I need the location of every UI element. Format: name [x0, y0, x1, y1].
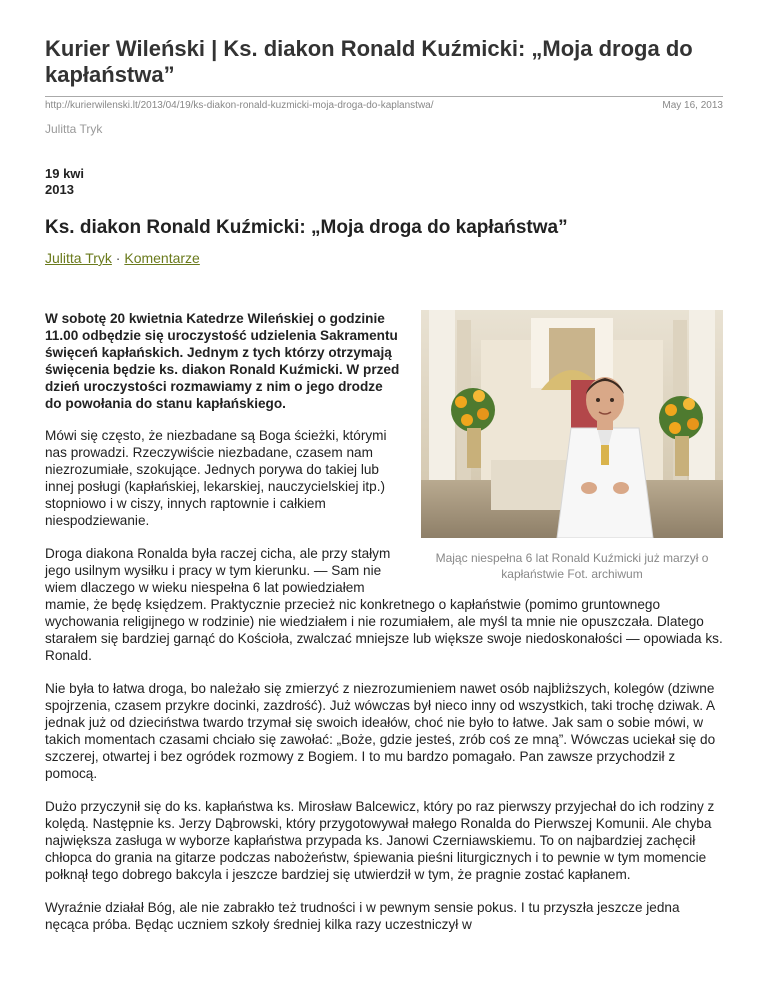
- lead-paragraph: W sobotę 20 kwietnia Katedrze Wileńskiej o godzinie 11.00 odbędzie się uroczystość udzielenia Sakramentu święceń kapłańskich. Jednym z tych którzy otrzymają święcenia będzie ks. diakon Ronald Kuźmicki. W przed dzień uroczystości rozmawiamy z nim o jego drodze do powołania do stanu kapłańskiego.: [45, 311, 400, 411]
- author-link[interactable]: Julitta Tryk: [45, 250, 112, 266]
- photo-caption: Mając niespełna 6 lat Ronald Kuźmicki już marzył o kapłaństwie Fot. archiwum: [435, 551, 709, 581]
- post-date: [45, 166, 84, 198]
- byline-separator: ·: [111, 250, 125, 266]
- saved-date: May 16, 2013: [662, 100, 723, 111]
- paragraph-3: Nie była to łatwa droga, bo należało się zmierzyć z niezrozumieniem nawet osób najbliższych, kolegów (dziwne spojrzenia, czasem przykre docinki, zazdrość). Już wówczas był nieco inny od wszystkich, taki trochę dziwak. A jednak już od dzieciństwa twardo trzymał się swoich ideałów, choć nie było to łatwe. Jak sam o sobie mówi, w takich momentach czasami chciało się zawołać: „Boże, gdzie jesteś, zrób coś ze mną”. Wówczas uciekał się do szczerej, otwartej i bez ogródek rozmowy z Bogiem. I to mu bardzo pomagało. Pan zawsze przychodził z pomocą.: [45, 681, 716, 781]
- source-url[interactable]: http://kurierwilenski.lt/2013/04/19/ks-diakon-ronald-kuzmicki-moja-droga-do-kaplanstwa/: [45, 100, 434, 111]
- priest-photo-icon: [421, 310, 723, 538]
- article-body: [45, 310, 723, 949]
- document-author: Julitta Tryk: [45, 122, 103, 136]
- paragraph-4: Dużo przyczynił się do ks. kapłaństwa ks. Mirosław Balcewicz, który po raz pierwszy przyjechał do ich rodziny z kolędą. Następnie ks. Jerzy Dąbrowski, który przygotowywał małego Ronalda do Pierwszej Komunii. Ale chyba największa zasługa w wyborze kapłaństwa przypada ks. Janowi Czerniawskiemu. To on najbardziej zachęcił chłopca do grania na gitarze podczas nabożeństw, śpiewania pieśni liturgicznych i to pewnie w tym momencie połknął tego dobrego bakcyla i jeszcze bardziej się utwierdził w tym, że pragnie zostać kapłanem.: [45, 799, 715, 882]
- byline: [45, 250, 200, 266]
- post-year: 2013: [45, 182, 74, 197]
- article-figure: [421, 310, 723, 582]
- document-meta: [45, 96, 723, 114]
- comments-link[interactable]: Komentarze: [124, 250, 200, 266]
- paragraph-5: Wyraźnie działał Bóg, ale nie zabrakło też trudności i w pewnym sensie pokus. I tu przyszła jeszcze jedna nęcąca próba. Będąc uczniem szkoły średniej kilka razy uczestniczył w: [45, 900, 680, 932]
- paragraph-1: Mówi się często, że niezbadane są Boga ścieżki, którymi nas prowadzi. Rzeczywiście niezbadane, czasem nam niezrozumiałe, szokujące. Jednych porywa do takiej lub innej posługi (kapłańskiej, lekarskiej, nauczycielskiej itp.) stopniowo i w ciszy, innych raptownie i całkiem niespodziewanie.: [45, 428, 387, 528]
- article-title: Ks. diakon Ronald Kuźmicki: „Moja droga do kapłaństwa”: [45, 217, 568, 238]
- document-title: Kurier Wileński | Ks. diakon Ronald Kuźmicki: „Moja droga do kapłaństwa”: [45, 36, 693, 87]
- post-day-month: 19 kwi: [45, 166, 85, 181]
- paragraph-2: Droga diakona Ronalda była raczej cicha, ale przy stałym jego usilnym wysiłku i pracy w tym kierunku. — Sam nie wiem dlaczego w wieku niespełna 6 lat powiedziałem mamie, że będę księdzem. Praktycznie przecież nic konkretnego o kapłaństwie (pomimo gruntownego wychowania religijnego w rodzinie) nie wiedziałem i nie rozumiałem, ale myśl ta mnie nie opuszczała. Dlatego starałem się bardziej garnąć do Kościoła, zwalczać mniejsze lub większe swoje niedoskonałości — opowiada ks. Ronald.: [45, 546, 723, 663]
